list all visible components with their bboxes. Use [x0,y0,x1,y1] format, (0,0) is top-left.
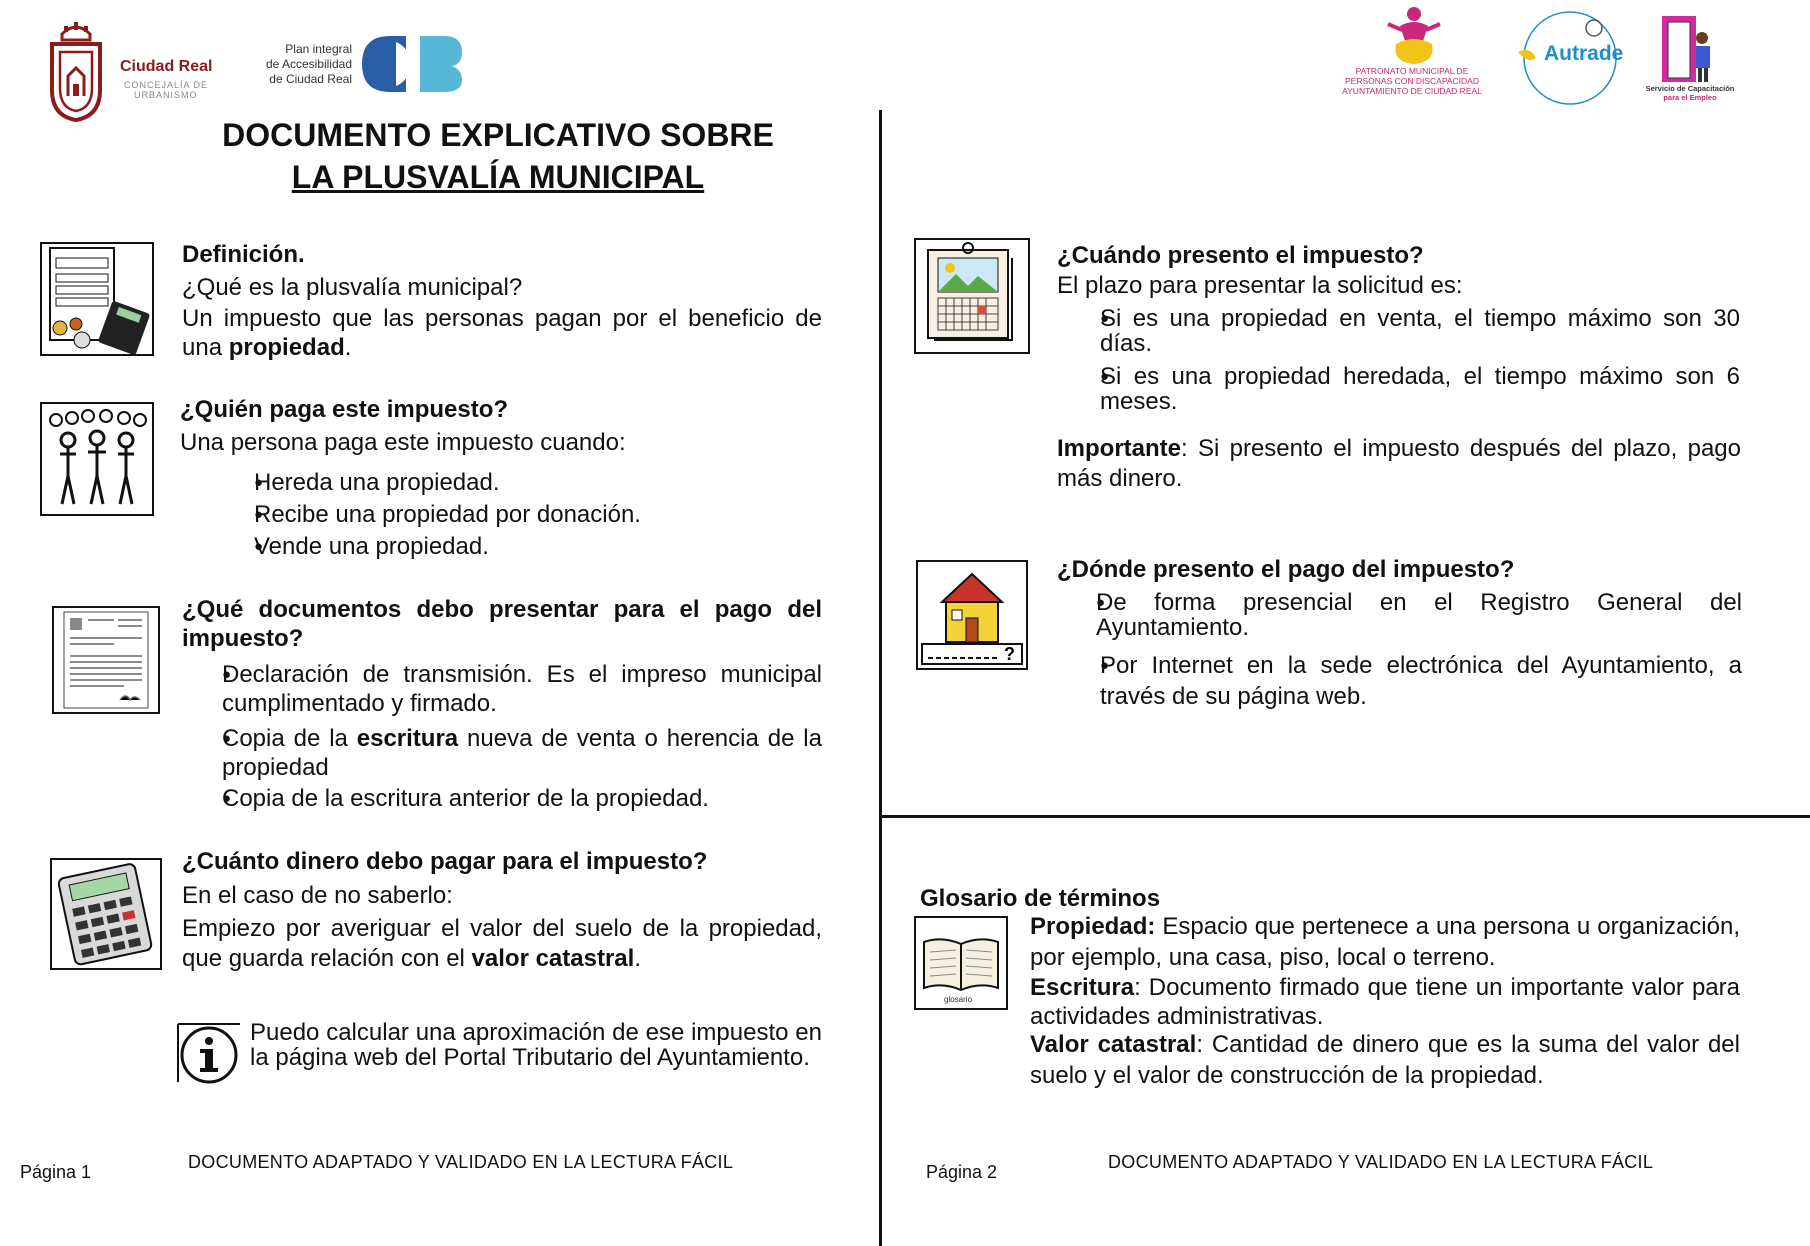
plan-line3: de Ciudad Real [269,72,352,86]
glosario-term-escritura [1030,973,1740,1031]
form-document-picto-icon [52,606,160,714]
quien-item-2: Recibe una propiedad por donación. [254,501,641,528]
quien-heading: ¿Quién paga este impuesto? [180,396,509,423]
info-text: Puedo calcular una aproximación de ese impuesto en la página web del Portal Tributario del Ayuntamiento. [250,1019,822,1071]
donde-item-1: De forma presencial en el Registro General del Ayuntamiento. [1096,589,1742,641]
page2-number: Página 2 [926,1162,998,1182]
patronato-line2: PERSONAS CON DISCAPACIDAD [1345,76,1479,86]
donde-heading: ¿Dónde presento el pago del impuesto? [1057,556,1515,583]
glosario-def-2: : Documento firmado que tiene un importante valor para actividades administrativas. [1030,974,1740,1030]
svg-text:?: ? [1004,644,1015,664]
plan-logo-text [240,42,352,87]
documentos-item-2-post: nueva de venta o herencia de la propiedad [222,725,822,781]
servicio-capacitacion-logo-icon [1658,14,1720,84]
page2-divider-horizontal [882,815,1810,818]
document-title [150,114,846,198]
cuanto-text-bold: valor catastral [471,945,635,972]
patronato-line3: AYUNTAMIENTO DE CIUDAD REAL [1342,86,1482,96]
cuanto-text-post: . [634,945,641,972]
cuando-item-2: Si es una propiedad heredada, el tiempo máximo son 6 meses. [1100,363,1740,415]
documentos-item-2-pre: Copia de la [222,725,357,752]
patronato-logo-text [1336,66,1488,96]
cuanto-text-pre: Empiezo por averiguar el valor del suelo de la propiedad, que guarda relación con el [182,915,822,972]
document-calculator-picto-icon [40,242,154,356]
list-item [194,660,822,718]
house-question-picto-icon [916,560,1028,670]
cuando-heading: ¿Cuándo presento el impuesto? [1057,242,1424,269]
list-item [1068,306,1740,356]
autrade-logo-text: Autrade [1544,42,1624,65]
donde-item-2: Por Internet en la sede electrónica del Ayuntamiento, a través de su página web. [1100,652,1742,710]
definicion-answer [182,304,822,362]
cuando-importante [1057,434,1741,494]
documentos-item-1: Declaración de transmisión. Es el impreso municipal cumplimentado y firmado. [222,661,822,717]
quien-item-1: Hereda una propiedad. [254,469,500,496]
title-line1: DOCUMENTO EXPLICATIVO SOBRE [222,117,774,153]
list-item [1066,650,1742,712]
cuanto-heading: ¿Cuánto dinero debo pagar para el impuesto? [182,848,708,875]
servicio-line1: Servicio de Capacitación [1645,84,1735,93]
cuando-list [1068,306,1740,414]
glosario-icon-caption: glosario [944,995,973,1004]
documentos-heading: ¿Qué documentos debo presentar para el pago del impuesto? [182,596,822,652]
list-item [1068,364,1740,414]
documentos-list [194,660,822,813]
glosario-term-3: Valor catastral [1030,1031,1197,1058]
calculator-picto-icon [50,858,162,970]
concejalia-text: CONCEJALÍA DE [124,80,209,90]
definicion-answer-pre: Un impuesto que las personas pagan por el beneficio de una [182,305,822,361]
glosario-term-propiedad [1030,911,1740,973]
documentos-item-3: Copia de la escritura anterior de la propiedad. [222,785,709,812]
glosario-term-1: Propiedad: [1030,913,1156,940]
cuando-item-1: Si es una propiedad en venta, el tiempo máximo son 30 días. [1100,305,1740,357]
title-line2: LA PLUSVALÍA MUNICIPAL [291,159,705,195]
cuanto-intro: En el caso de no saberlo: [182,882,453,909]
list-item [1066,590,1742,640]
page1-number: Página 1 [20,1162,92,1182]
page-divider-vertical [879,110,882,1246]
glosario-def-3: : Cantidad de dinero que es la suma del valor del suelo y el valor de construcción de la propiedad. [1030,1031,1740,1089]
glosario-heading: Glosario de términos [920,885,1161,912]
glosario-term-2: Escritura [1030,974,1135,1001]
page2-footer: DOCUMENTO ADAPTADO Y VALIDADO EN LA LECTURA FÁCIL [1108,1152,1654,1172]
patronato-line1: PATRONATO MUNICIPAL DE [1355,66,1469,76]
ciudad-real-logo-text: Ciudad Real [120,58,213,75]
urbanismo-text: URBANISMO [134,90,198,100]
quien-intro: Una persona paga este impuesto cuando: [180,429,626,456]
definicion-answer-bold: propiedad [228,334,345,361]
list-item [194,468,794,500]
servicio-line2: para el Empleo [1663,93,1717,102]
ciudad-real-crest-icon [48,12,104,122]
quien-list [194,468,794,564]
cuando-intro: El plazo para presentar la solicitud es: [1057,272,1463,299]
servicio-logo-text [1630,84,1750,102]
list-item [194,724,822,782]
donde-list [1066,590,1742,712]
definicion-heading: Definición. [182,241,305,268]
importante-label: Importante [1057,435,1182,462]
plan-line2: de Accesibilidad [265,57,352,71]
glosario-term-valor-catastral [1030,1029,1740,1091]
documentos-item-2-bold: escritura [356,725,459,752]
info-icon [176,1022,242,1084]
cuanto-text [182,914,822,974]
glosario-def-1: Espacio que pertenece a una persona u organización, por ejemplo, una casa, piso, local o terreno. [1030,913,1740,971]
definicion-answer-post: . [344,334,352,361]
plan-accesibilidad-logo-icon [360,34,464,94]
definicion-question: ¿Qué es la plusvalía municipal? [182,274,523,301]
page1-footer: DOCUMENTO ADAPTADO Y VALIDADO EN LA LECTURA FÁCIL [188,1152,734,1172]
list-item [194,532,794,564]
quien-item-3: Vende una propiedad. [254,533,489,560]
list-item [194,500,794,532]
patronato-logo-icon [1378,4,1450,68]
list-item [194,784,822,813]
people-picto-icon [40,402,154,516]
plan-line1: Plan integral [285,42,352,56]
calendar-picto-icon [914,238,1030,354]
importante-text: : Si presento el impuesto después del plazo, pago más dinero. [1057,435,1741,492]
